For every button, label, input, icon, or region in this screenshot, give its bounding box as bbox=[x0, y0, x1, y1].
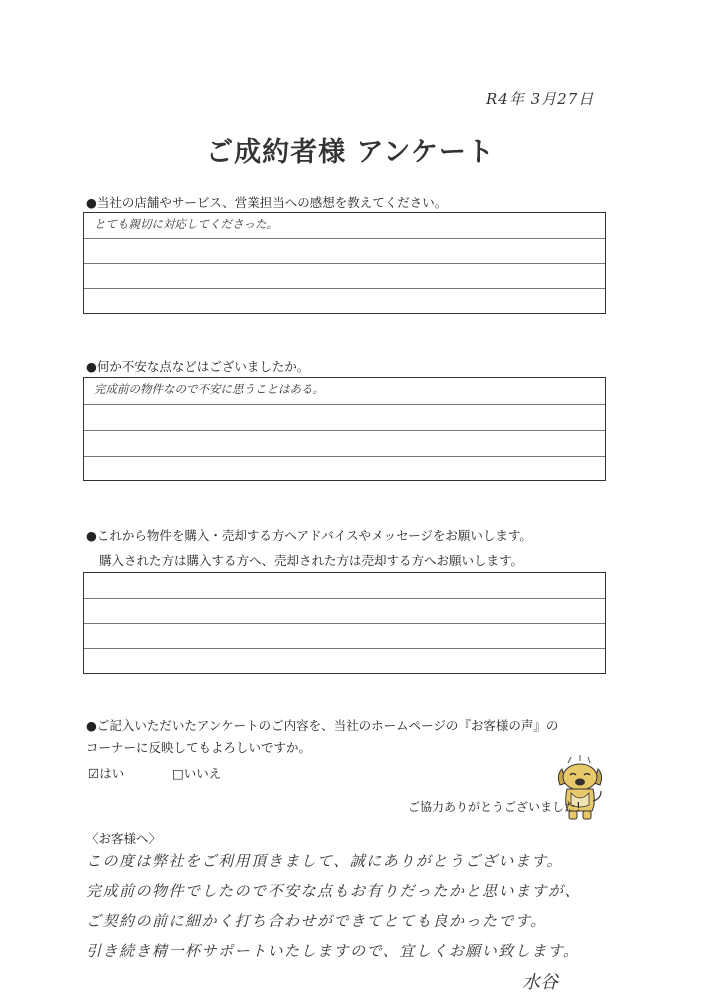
page-title: ご成約者様 アンケート bbox=[206, 137, 495, 168]
consent-label-line2: コーナーに反映してもよろしいですか。 bbox=[86, 740, 312, 755]
ruled-line bbox=[84, 404, 605, 405]
consent-no-checkbox[interactable]: □いいえ bbox=[172, 766, 222, 781]
guest-section-label: 〈お客様へ〉 bbox=[86, 831, 162, 846]
thanks-message: ご協力ありがとうございました! bbox=[408, 800, 581, 814]
ruled-line bbox=[84, 598, 605, 599]
ruled-line bbox=[84, 288, 605, 289]
question-3-sublabel: 購入された方は購入する方へ、売却された方は売却する方へお願いします。 bbox=[99, 553, 524, 568]
question-3-answer-box[interactable] bbox=[83, 572, 606, 674]
ruled-line bbox=[84, 430, 605, 431]
question-2-label: ●何か不安な点などはございましたか。 bbox=[86, 359, 310, 374]
guest-message-line-3: ご契約の前に細かく打ち合わせができてとても良かったです。 bbox=[86, 912, 547, 930]
guest-message-line-4: 引き続き精一杯サポートいたしますので、宜しくお願い致します。 bbox=[86, 942, 580, 960]
question-1-answer-box[interactable] bbox=[83, 212, 606, 314]
guest-message-line-2: 完成前の物件でしたので不安な点もお有りだったかと思いますが、 bbox=[86, 882, 582, 900]
guest-message-line-1: この度は弊社をご利用頂きまして、誠にありがとうございます。 bbox=[86, 852, 564, 870]
ruled-line bbox=[84, 456, 605, 457]
consent-label-line1: ●ご記入いただいたアンケートのご内容を、当社のホームページの『お客様の声』の bbox=[86, 718, 559, 733]
ruled-line bbox=[84, 238, 605, 239]
question-1-answer-text: とても親切に対応してくださった。 bbox=[94, 217, 278, 231]
question-3-label: ●これから物件を購入・売却する方へアドバイスやメッセージをお願いします。 bbox=[86, 528, 532, 543]
ruled-line bbox=[84, 263, 605, 264]
survey-date: R4年 3月27日 bbox=[486, 90, 595, 108]
question-1-label: ●当社の店舗やサービス、営業担当への感想を教えてください。 bbox=[86, 195, 448, 210]
ruled-line bbox=[84, 648, 605, 649]
question-2-answer-text: 完成前の物件なので不安に思うことはある。 bbox=[94, 382, 324, 396]
ruled-line bbox=[84, 623, 605, 624]
staff-signature: 水谷 bbox=[522, 972, 558, 993]
question-2-answer-box[interactable] bbox=[83, 377, 606, 481]
consent-yes-checkbox[interactable]: ☑はい bbox=[88, 766, 125, 781]
